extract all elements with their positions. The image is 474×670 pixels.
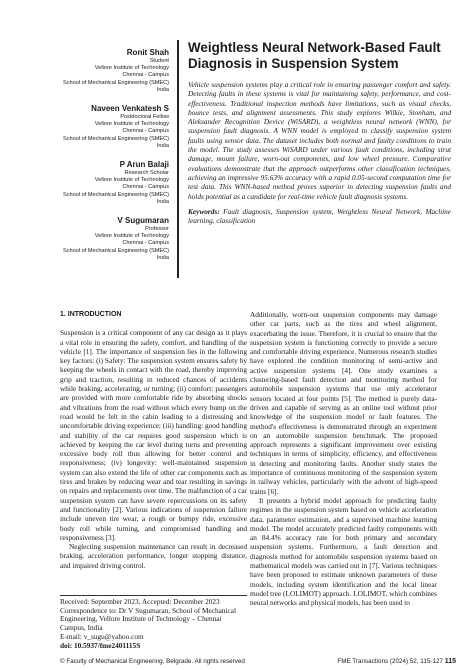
author-block bbox=[24, 216, 169, 262]
author-name: Ronit Shah bbox=[126, 48, 169, 57]
author-campus: Chennai - Campus bbox=[122, 184, 169, 191]
keywords bbox=[188, 207, 451, 226]
author-position: Student bbox=[149, 58, 169, 64]
author-name: Naveen Venkatesh S bbox=[91, 104, 169, 114]
abstract: Vehicle suspension systems play a critical role in ensuring passenger comfort and safety. Detecting faults in these systems is vital for maintaining safety, performance, and cost-effectiveness. Traditional inspection methods have limitations, such as visual checks, bounce tests, and alignment assessments. This study explores Wilkie, Stonham, and Aleksander Recognition Device (WiSARD), a weightless neural network (WNN), for suspension fault diagnosis. A WNN model is employed to classify suspension system faults using sensor data. The dataset includes both normal and faulty conditions to train the model. The study assesses WiSARD under various fault conditions, including strut damage, mount failure, worn-out components, and low wheel pressure. Comparative evaluations demonstrate that the approach outperforms other classification techniques, achieving an impressive 95.63% accuracy with a rapid 0.05-second computation time for test data. This WNN-based method proves superior in detecting suspension faults and holds potential as a candidate for real-time vehicle fault diagnosis systems. bbox=[188, 80, 451, 201]
paper-header bbox=[188, 40, 451, 225]
paper-title: Weightless Neural Network-Based Fault Diagnosis in Suspension System bbox=[188, 40, 441, 71]
author-list bbox=[24, 48, 169, 272]
author-school: School of Mechanical Engineering (SMEC) bbox=[62, 79, 169, 86]
body-column-right bbox=[250, 310, 437, 608]
body-column-left bbox=[60, 310, 247, 570]
author-campus: Chennai - Campus bbox=[122, 72, 169, 79]
header-divider bbox=[177, 40, 179, 278]
received-date: Received: September 2023, Accepted: December 2023 bbox=[60, 597, 220, 606]
keywords-label: Keywords: bbox=[188, 206, 220, 216]
author-block bbox=[24, 104, 169, 150]
author-school: School of Mechanical Engineering (SMEC) bbox=[62, 135, 169, 142]
body-paragraph: Additionally, worn-out suspension components may damage other car parts, such as the tires and wheel alignment, exacerbating the issue. Therefore, it is crucial to ensure that the suspension system is functioning correctly to provide a secure and comfortable driving experience. Numerous research studies have explored the condition monitoring of semi-active and active suspension systems [4]. One study examines a clustering-based fault detection and monitoring method for automobile suspension systems that use only accelerator sensors located at four points [5]. The method is purely data-driven and capable of serving as an online tool without prior knowledge of the suspension model or fault features. The method's effectiveness is demonstrated through an experiment on an automobile suspension benchmark. The proposed approach represents a significant improvement over existing techniques in terms of simplicity, efficiency, and effectiveness in detecting and monitoring faults. Another study states the importance of continuous monitoring of the suspension system in railway vehicles, particularly with the advent of high-speed trains [6]. bbox=[250, 310, 437, 496]
doi: doi: 10.5937/fme2401115S bbox=[60, 640, 141, 650]
author-name: V Sugumaran bbox=[117, 216, 169, 226]
author-name: P Arun Balaji bbox=[119, 160, 169, 170]
email: E-mail: v_sugu@yahoo.com bbox=[60, 631, 144, 641]
author-position: Postdoctoral Fellow bbox=[120, 114, 169, 121]
journal-ref bbox=[337, 658, 456, 665]
author-block bbox=[24, 160, 169, 206]
journal-citation: FME Transactions (2024) 52, 115-127 bbox=[337, 658, 443, 665]
footnote-rule bbox=[60, 595, 247, 596]
author-campus: Chennai - Campus bbox=[122, 128, 169, 135]
author-position: Professor bbox=[145, 226, 169, 233]
body-paragraph: Neglecting suspension maintenance can result in decreased braking, acceleration performance, longer stopping distance, and impaired driving control. bbox=[60, 542, 247, 570]
author-country: India bbox=[156, 198, 169, 205]
section-heading: 1. INTRODUCTION bbox=[60, 311, 122, 318]
page-number: 115 bbox=[444, 658, 456, 665]
copyright: © Faculty of Mechanical Engineering, Belgrade. All rights reserved bbox=[60, 658, 245, 665]
author-school: School of Mechanical Engineering (SMEC) bbox=[62, 191, 169, 198]
body-paragraph: It presents a hybrid model approach for predicting faulty regimes in the suspension system based on vehicle acceleration data, parameter estimation, and a supervised machine learning model. The model accurately predicted faulty components with an 84.4% accuracy rate for both primary and secondary suspension systems. Furthermore, a fault detection and diagnosis method for automobile suspension systems based on mathematical models was carried out in [7]. Various techniques have been proposed to estimate unknown parameters of these models, including system identification and the local linear model tree (LOLIMOT) approach. LOLIMOT, which combines neural networks and physical models, has been used to bbox=[250, 495, 437, 608]
author-institution: Vellore Institute of Technology bbox=[94, 65, 169, 72]
author-institution: Vellore Institute of Technology bbox=[94, 121, 169, 128]
author-country: India bbox=[156, 86, 169, 93]
author-country: India bbox=[156, 254, 169, 261]
author-institution: Vellore Institute of Technology bbox=[94, 177, 169, 184]
author-institution: Vellore Institute of Technology bbox=[94, 233, 169, 240]
author-block bbox=[24, 48, 169, 94]
author-position: Research Scholar bbox=[124, 170, 169, 177]
footnote-block bbox=[60, 598, 247, 650]
author-campus: Chennai - Campus bbox=[122, 240, 169, 247]
author-country: India bbox=[156, 142, 169, 149]
keywords-text: Fault diagnosis, Suspension system, Weightless Neural Network, Machine learning, classification bbox=[188, 206, 451, 226]
body-paragraph: Suspension is a critical component of any car design as it plays a vital role in ensuring the safety, comfort, and handling of the vehicle [1]. The importance of suspension lies in the following key factors: (i) Safety: The suspension system ensures safety by keeping the wheels in contact with the road, thereby improving grip and traction, resulting in reduced chances of accidents while braking, accelerating, or turning; (ii) comfort: passengers are provided with more comfortable ride by absorbing shocks and vibrations from the road without which every bump on the road would be felt in the cabin leading to a distressing and uncomfortable driving experience; (iii) handling: good handling and stability of the car requires good suspension which is achieved by keeping the car level during turns and preventing excessive body roll thus allowing for better control and responsiveness; (iv) longevity: well-maintained suspension system can also extend the life of other car components such as tires and brakes by reducing wear and tear resulting in savings on repairs and replacements over time. The malfunction of a car suspension system can have severe repercussions on its safety and functionality [2]. Various indications of suspension failure include uneven tire wear, a rough or bumpy ride, excessive body roll while turning, and compromised handling and responsiveness [3]. bbox=[60, 328, 247, 542]
correspondence: Correspondence to: Dr V Sugumaran, School of Mechanical Engineering, Vellore Institute of Technology – Chennai Campus, India bbox=[60, 605, 237, 633]
author-school: School of Mechanical Engineering (SMEC) bbox=[62, 247, 169, 254]
